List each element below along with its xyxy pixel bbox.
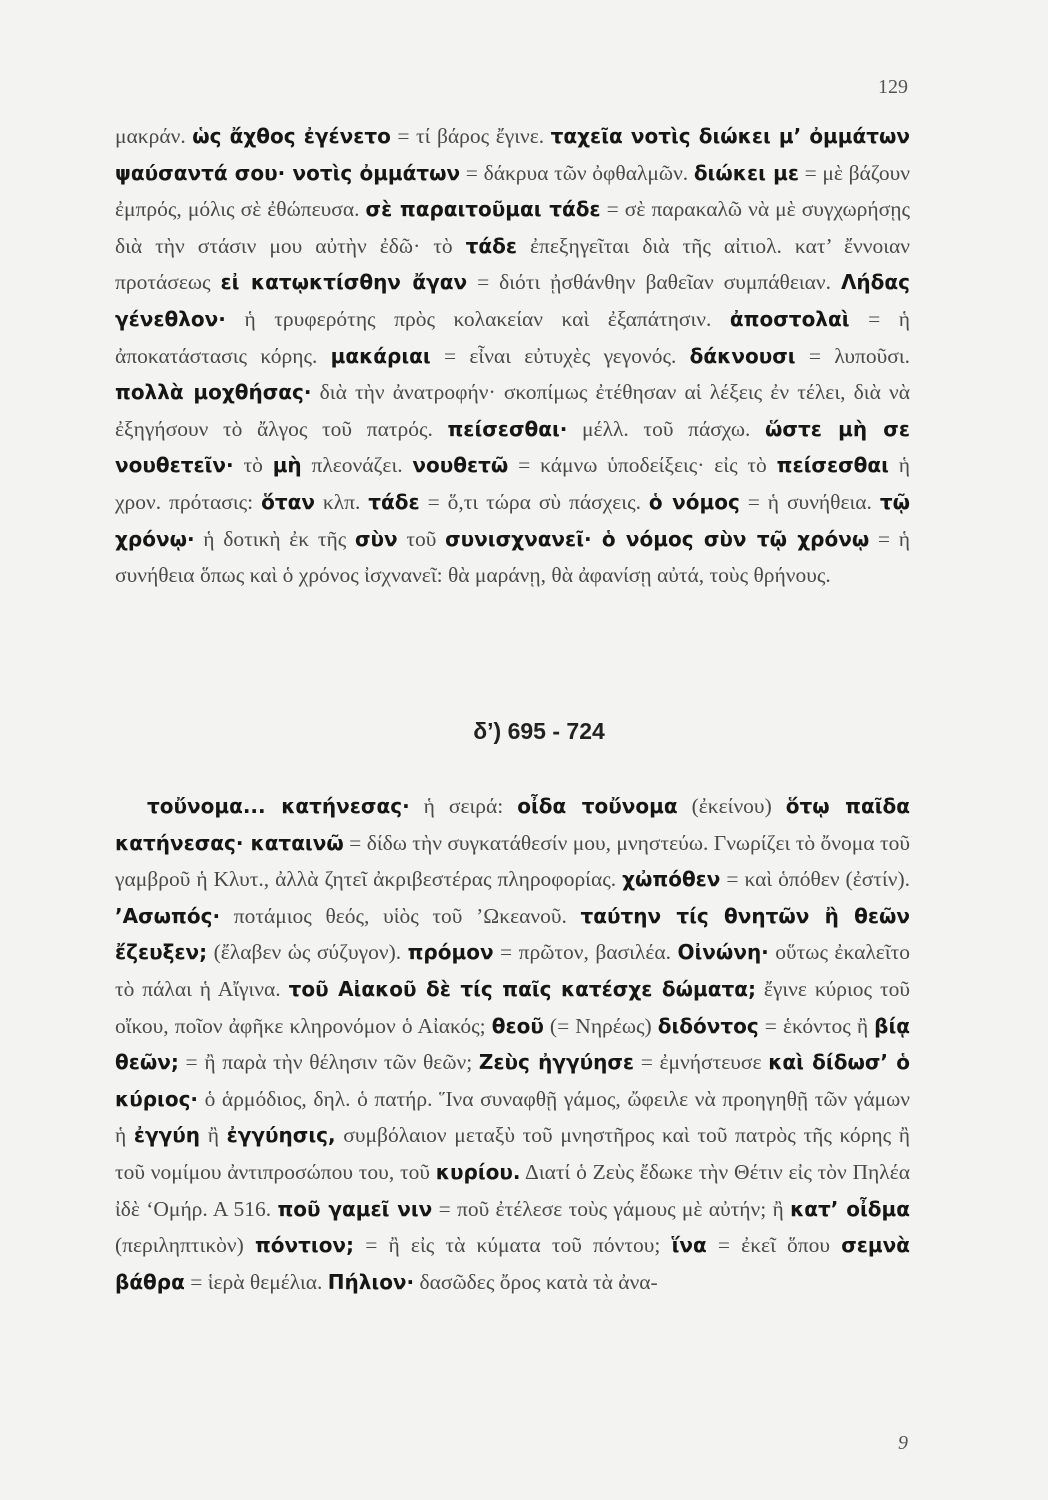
commentary-text: ἡ δοτικὴ ἐκ τῆς [194, 526, 355, 551]
lemma-term: μὴ [272, 453, 302, 478]
commentary-text: = ἱερὰ θεμέλια. [184, 1269, 328, 1294]
commentary-text: κλπ. [314, 489, 369, 514]
lemma-term: ὥστε μὴ σε νουθετεῖν· [115, 416, 911, 478]
lemma-term: ἀποστολαὶ [729, 306, 850, 331]
commentary-text: τὸ [233, 453, 273, 478]
commentary-text: δασῶδες ὄρος κατὰ τὰ ἀνα- [414, 1269, 658, 1294]
lemma-term: συνισχνανεῖ· ὁ νόμος σὺν τῷ χρόνῳ [445, 526, 870, 551]
lemma-term: τάδε [368, 489, 420, 514]
lemma-term: ἵνα [671, 1233, 707, 1258]
commentary-text: = μὲ βάζουν ἐμπρός, μόλις σὲ ἐθώπευσα. [115, 160, 910, 222]
commentary-text: = ἡ ἀποκατάστασις κόρης. [115, 306, 910, 368]
commentary-text: = κάμνω ὑποδείξεις· εἰς τὸ [508, 453, 777, 478]
commentary-paragraph-1 [115, 118, 910, 594]
lemma-term: κατ’ οἶδμα [790, 1196, 910, 1221]
lemma-term: ἐγγύησις, [226, 1123, 336, 1148]
lemma-term: νουθετῶ [412, 453, 509, 478]
lemma-term: τάδε [465, 233, 517, 258]
lemma-term: Οἰνώνη· [677, 940, 769, 965]
commentary-text: = εἶναι εὐτυχὲς γεγονός. [430, 343, 690, 368]
lemma-term: πείσεσθαι· [447, 416, 568, 441]
commentary-text: (= Νηρέως) [543, 1013, 658, 1038]
lemma-term: κυρίου. [435, 1159, 521, 1184]
commentary-text: = λυποῦσι. [795, 343, 910, 368]
commentary-paragraph-2 [115, 788, 910, 1300]
lemma-term: διδόντος [657, 1013, 759, 1038]
commentary-text: = ἡ συνήθεια ὅπως καὶ ὁ χρόνος ἰσχνανεῖ: θὰ μαράνῃ, θὰ ἀφανίσῃ αὐτά, τοὺς θρήνους. [115, 526, 910, 588]
lemma-term: Λήδας γένεθλον· [115, 270, 911, 331]
commentary-text: ἡ χρον. πρότασις: [115, 453, 910, 514]
lemma-term: σὺν [354, 526, 398, 551]
commentary-text: = δίδω τὴν συγκατάθεσίν μου, μνηστεύω. Γνωρίζει τὸ ὄνομα τοῦ γαμβροῦ ἡ Κλυτ., ἀλλὰ ζητεῖ ἀκριβεστέρας πληροφορίας. [115, 830, 910, 892]
commentary-text: = ἡ συνήθεια. [739, 489, 880, 514]
commentary-text: ἡ σειρά: [409, 794, 518, 818]
lemma-term: ὁ νόμος [648, 489, 740, 514]
commentary-text: μέλλ. τοῦ πάσχω. [567, 416, 766, 441]
commentary-text: ἐπεξηγεῖται διὰ τῆς αἰτιολ. κατ’ ἔννοιαν προτάσεως [115, 233, 910, 295]
commentary-text: ὁ ἁρμόδιος, δηλ. ὁ πατήρ. Ἵνα συναφθῇ γάμος, ὤφειλε νὰ προηγηθῇ τῶν γάμων ἡ [115, 1086, 910, 1148]
page-number: 129 [878, 76, 908, 98]
lemma-term: σεμνὰ βάθρα [115, 1233, 910, 1294]
lemma-term: ’Ασωπός· [115, 903, 221, 928]
commentary-text: (ἐκείνου) [677, 794, 786, 818]
commentary-text: = ἢ εἰς τὰ κύματα τοῦ πόντου; [354, 1233, 672, 1258]
commentary-text: τοῦ [397, 526, 446, 551]
lemma-term: διώκει με [693, 160, 799, 185]
lemma-term: τῷ χρόνῳ· [115, 489, 910, 551]
commentary-text: = ἐκεῖ ὅπου [706, 1233, 842, 1258]
commentary-text: πλεονάζει. [301, 453, 413, 478]
lemma-term: μακάριαι [330, 343, 431, 368]
lemma-term: ταύτην τίς θνητῶν ἢ θεῶν ἔζευξεν; [115, 903, 910, 965]
commentary-text: ἔγινε κύριος τοῦ οἴκου, ποῖον ἀφῆκε κληρονόμον ὁ Αἰακός; [115, 976, 910, 1038]
commentary-text: (ἔλαβεν ὡς σύζυγον). [207, 940, 408, 965]
signature-mark: 9 [898, 1432, 908, 1454]
commentary-text: = καὶ ὁπόθεν (ἐστίν). [720, 867, 910, 892]
lemma-term: πολλὰ μοχθήσας· [115, 380, 312, 405]
section-heading: δ’) 695 - 724 [473, 718, 605, 744]
lemma-term: σὲ παραιτοῦμαι τάδε [365, 197, 601, 222]
lemma-term: τοῦ Αἰακοῦ δὲ τίς παῖς κατέσχε δώματα; [288, 976, 756, 1001]
lemma-term: ποῦ γαμεῖ νιν [277, 1196, 433, 1221]
lemma-term: ὡς ἄχθος ἐγένετο [192, 124, 391, 148]
commentary-text: = ἑκόντος ἢ [758, 1013, 875, 1038]
lemma-term: οἶδα τοὔνομα [517, 794, 678, 818]
commentary-text: = ἢ παρὰ τὴν θέλησιν τῶν θεῶν; [178, 1050, 479, 1075]
lemma-term: βίᾳ θεῶν; [115, 1013, 910, 1075]
commentary-text: = σὲ παρακαλῶ νὰ μὲ συγχωρήσῃς διὰ τὴν στάσιν μου αὐτὴν ἐδῶ· τὸ [115, 197, 910, 258]
lemma-term: χὠπόθεν [622, 867, 721, 892]
commentary-text: = ποῦ ἐτέλεσε τοὺς γάμους μὲ αὐτήν; ἢ [432, 1196, 791, 1221]
commentary-text: (περιληπτικὸν) [115, 1233, 255, 1258]
lemma-term: πρόμον [407, 940, 494, 965]
lemma-term: εἰ κατῳκτίσθην ἄγαν [220, 270, 468, 295]
commentary-text: = ἐμνήστευσε [634, 1050, 769, 1075]
lemma-term: πόντιον; [254, 1233, 355, 1258]
commentary-text: διὰ τὴν ἀνατροφήν· σκοπίμως ἐτέθησαν αἱ λέξεις ἐν τέλει, διὰ νὰ ἐξηγήσουν τὸ ἄλγος τοῦ πατρός. [115, 380, 910, 441]
commentary-text: = διότι ᾐσθάνθην βαθεῖαν συμπάθειαν. [467, 270, 841, 295]
commentary-text: συμβόλαιον μεταξὺ τοῦ μνηστῆρος καὶ τοῦ πατρὸς τῆς κόρης ἢ τοῦ νομίμου ἀντιπροσώπου του, τοῦ [115, 1123, 911, 1184]
lemma-term: ὅτῳ παῖδα κατήνεσας· καταινῶ [115, 794, 911, 855]
lemma-term: Ζεὺς ἠγγύησε [478, 1050, 635, 1075]
commentary-text: = πρῶτον, βασιλέα. [493, 940, 678, 965]
lemma-term: Πήλιον· [327, 1269, 415, 1294]
commentary-text: οὕτως ἐκαλεῖτο τὸ πάλαι ἡ Αἴγινα. [115, 940, 910, 1001]
commentary-text: Διατί ὁ Ζεὺς ἔδωκε τὴν Θέτιν εἰς τὸν Πηλέα ἰδὲ ‘Ομήρ. Α 516. [115, 1159, 910, 1221]
commentary-text: = δάκρυα τῶν ὀφθαλμῶν. [460, 160, 694, 185]
lemma-term: ταχεῖα νοτὶς διώκει μ’ ὀμμάτων ψαύσαντά σου· νοτὶς ὀμμάτων [115, 124, 911, 185]
lemma-term: δάκνουσι [689, 343, 796, 368]
commentary-text: ἢ [200, 1123, 227, 1148]
lemma-term: τοὔνομα... κατήνεσας· [147, 794, 410, 818]
commentary-text: = τί βάρος ἔγινε. [390, 124, 551, 148]
commentary-text: μακράν. [115, 124, 193, 148]
lemma-term: ἐγγύη [133, 1123, 201, 1148]
lemma-term: θεοῦ [491, 1013, 544, 1038]
lemma-term: πείσεσθαι [776, 453, 889, 478]
commentary-text: ἡ τρυφερότης πρὸς κολακείαν καὶ ἐξαπάτησιν. [225, 306, 730, 331]
lemma-term: καὶ δίδωσ’ ὁ κύριος· [115, 1050, 910, 1111]
commentary-text: = ὅ,τι τώρα σὺ πάσχεις. [419, 489, 649, 514]
lemma-term: ὅταν [261, 489, 315, 514]
commentary-text: ποτάμιος θεός, υἱὸς τοῦ ’Ωκεανοῦ. [220, 903, 581, 928]
